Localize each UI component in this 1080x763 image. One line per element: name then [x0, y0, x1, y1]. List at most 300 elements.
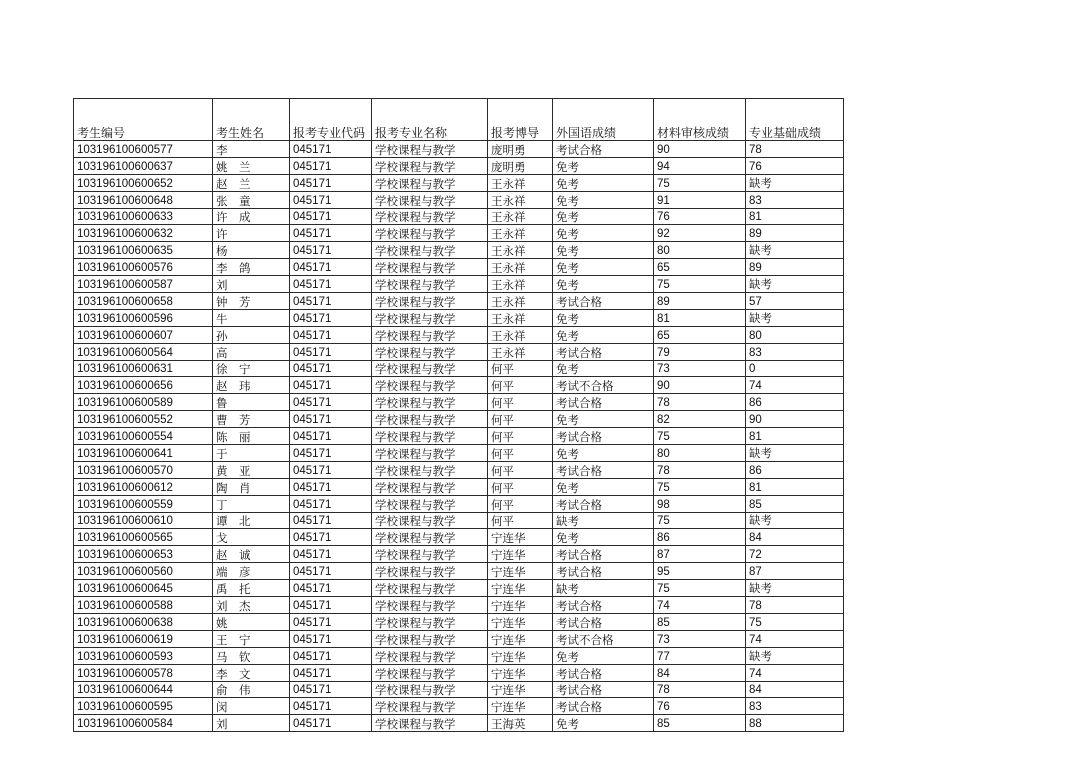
table-row — [74, 428, 844, 445]
cell-major-name: 学校课程与教学 — [372, 461, 488, 478]
cell-foreign-language: 考试合格 — [553, 428, 654, 445]
cell-professional-basic: 76 — [746, 157, 844, 174]
table-row — [74, 445, 844, 462]
cell-major-code: 045171 — [290, 242, 372, 259]
cell-major-name: 学校课程与教学 — [372, 174, 488, 191]
cell-major-code: 045171 — [290, 512, 372, 529]
cell-foreign-language: 免考 — [553, 715, 654, 732]
cell-candidate-id: 103196100600644 — [74, 681, 213, 698]
cell-candidate-name: 谭 北 — [213, 512, 290, 529]
cell-material-review: 81 — [654, 309, 746, 326]
table-row — [74, 394, 844, 411]
cell-professional-basic: 83 — [746, 191, 844, 208]
cell-material-review: 65 — [654, 326, 746, 343]
cell-supervisor: 王永祥 — [488, 174, 553, 191]
cell-foreign-language: 考试合格 — [553, 461, 654, 478]
cell-major-name: 学校课程与教学 — [372, 242, 488, 259]
cell-major-code: 045171 — [290, 681, 372, 698]
cell-major-name: 学校课程与教学 — [372, 529, 488, 546]
cell-major-name: 学校课程与教学 — [372, 259, 488, 276]
cell-candidate-id: 103196100600633 — [74, 208, 213, 225]
cell-foreign-language: 免考 — [553, 225, 654, 242]
cell-supervisor: 何平 — [488, 512, 553, 529]
cell-supervisor: 何平 — [488, 394, 553, 411]
cell-major-name: 学校课程与教学 — [372, 512, 488, 529]
cell-professional-basic: 86 — [746, 394, 844, 411]
cell-candidate-id: 103196100600652 — [74, 174, 213, 191]
cell-material-review: 80 — [654, 242, 746, 259]
cell-candidate-id: 103196100600552 — [74, 411, 213, 428]
score-sheet — [73, 98, 843, 732]
cell-professional-basic: 83 — [746, 698, 844, 715]
cell-major-code: 045171 — [290, 411, 372, 428]
cell-major-name: 学校课程与教学 — [372, 343, 488, 360]
cell-material-review: 75 — [654, 276, 746, 293]
cell-major-code: 045171 — [290, 225, 372, 242]
cell-material-review: 90 — [654, 377, 746, 394]
cell-supervisor: 宁连华 — [488, 529, 553, 546]
cell-material-review: 92 — [654, 225, 746, 242]
header-row — [74, 99, 844, 141]
table-row — [74, 630, 844, 647]
cell-candidate-id: 103196100600632 — [74, 225, 213, 242]
table-row — [74, 478, 844, 495]
cell-major-name: 学校课程与教学 — [372, 495, 488, 512]
cell-candidate-name: 许 — [213, 225, 290, 242]
cell-major-name: 学校课程与教学 — [372, 613, 488, 630]
cell-major-code: 045171 — [290, 647, 372, 664]
cell-candidate-id: 103196100600637 — [74, 157, 213, 174]
cell-major-code: 045171 — [290, 377, 372, 394]
header-cell-professional-basic: 专业基础成绩 — [746, 99, 844, 141]
cell-major-name: 学校课程与教学 — [372, 664, 488, 681]
cell-professional-basic: 87 — [746, 563, 844, 580]
cell-supervisor: 宁连华 — [488, 613, 553, 630]
table-row — [74, 259, 844, 276]
cell-material-review: 76 — [654, 208, 746, 225]
cell-candidate-name: 禹 托 — [213, 580, 290, 597]
cell-major-name: 学校课程与教学 — [372, 698, 488, 715]
cell-material-review: 76 — [654, 698, 746, 715]
cell-candidate-name: 钟 芳 — [213, 293, 290, 310]
cell-major-name: 学校课程与教学 — [372, 360, 488, 377]
cell-foreign-language: 考试不合格 — [553, 377, 654, 394]
cell-material-review: 75 — [654, 174, 746, 191]
cell-major-name: 学校课程与教学 — [372, 276, 488, 293]
cell-supervisor: 何平 — [488, 495, 553, 512]
cell-foreign-language: 考试合格 — [553, 613, 654, 630]
table-row — [74, 597, 844, 614]
cell-candidate-id: 103196100600564 — [74, 343, 213, 360]
cell-supervisor: 王永祥 — [488, 326, 553, 343]
cell-candidate-name: 黄 亚 — [213, 461, 290, 478]
cell-professional-basic: 缺考 — [746, 647, 844, 664]
cell-major-code: 045171 — [290, 597, 372, 614]
cell-foreign-language: 免考 — [553, 157, 654, 174]
cell-candidate-name: 刘 — [213, 715, 290, 732]
cell-material-review: 79 — [654, 343, 746, 360]
cell-supervisor: 何平 — [488, 461, 553, 478]
cell-material-review: 78 — [654, 461, 746, 478]
cell-candidate-name: 牛 — [213, 309, 290, 326]
cell-candidate-id: 103196100600610 — [74, 512, 213, 529]
cell-candidate-id: 103196100600641 — [74, 445, 213, 462]
cell-major-code: 045171 — [290, 293, 372, 310]
cell-professional-basic: 85 — [746, 495, 844, 512]
cell-foreign-language: 免考 — [553, 174, 654, 191]
cell-major-name: 学校课程与教学 — [372, 445, 488, 462]
cell-professional-basic: 0 — [746, 360, 844, 377]
cell-candidate-name: 于 — [213, 445, 290, 462]
cell-foreign-language: 免考 — [553, 326, 654, 343]
cell-major-code: 045171 — [290, 715, 372, 732]
cell-professional-basic: 缺考 — [746, 309, 844, 326]
cell-professional-basic: 74 — [746, 377, 844, 394]
cell-material-review: 85 — [654, 715, 746, 732]
table-row — [74, 157, 844, 174]
cell-candidate-id: 103196100600612 — [74, 478, 213, 495]
cell-material-review: 80 — [654, 445, 746, 462]
cell-supervisor: 王永祥 — [488, 242, 553, 259]
cell-material-review: 78 — [654, 394, 746, 411]
cell-supervisor: 宁连华 — [488, 647, 553, 664]
cell-supervisor: 宁连华 — [488, 563, 553, 580]
cell-major-name: 学校课程与教学 — [372, 157, 488, 174]
cell-major-code: 045171 — [290, 276, 372, 293]
cell-major-name: 学校课程与教学 — [372, 580, 488, 597]
cell-major-code: 045171 — [290, 630, 372, 647]
cell-supervisor: 宁连华 — [488, 630, 553, 647]
cell-foreign-language: 免考 — [553, 411, 654, 428]
cell-major-name: 学校课程与教学 — [372, 377, 488, 394]
cell-material-review: 90 — [654, 141, 746, 158]
cell-material-review: 73 — [654, 630, 746, 647]
table-row — [74, 563, 844, 580]
cell-major-name: 学校课程与教学 — [372, 681, 488, 698]
cell-major-name: 学校课程与教学 — [372, 208, 488, 225]
table-row — [74, 174, 844, 191]
cell-candidate-name: 闵 — [213, 698, 290, 715]
table-row — [74, 141, 844, 158]
cell-foreign-language: 考试合格 — [553, 664, 654, 681]
cell-professional-basic: 74 — [746, 664, 844, 681]
cell-foreign-language: 免考 — [553, 259, 654, 276]
cell-major-name: 学校课程与教学 — [372, 411, 488, 428]
cell-candidate-id: 103196100600596 — [74, 309, 213, 326]
cell-major-code: 045171 — [290, 309, 372, 326]
cell-major-name: 学校课程与教学 — [372, 191, 488, 208]
cell-foreign-language: 考试不合格 — [553, 630, 654, 647]
cell-supervisor: 何平 — [488, 445, 553, 462]
cell-candidate-id: 103196100600578 — [74, 664, 213, 681]
cell-supervisor: 王永祥 — [488, 343, 553, 360]
cell-major-code: 045171 — [290, 343, 372, 360]
cell-major-code: 045171 — [290, 698, 372, 715]
cell-candidate-name: 孙 — [213, 326, 290, 343]
cell-foreign-language: 免考 — [553, 478, 654, 495]
cell-candidate-id: 103196100600570 — [74, 461, 213, 478]
cell-candidate-name: 姚 兰 — [213, 157, 290, 174]
cell-supervisor: 庞明勇 — [488, 157, 553, 174]
cell-supervisor: 何平 — [488, 478, 553, 495]
cell-professional-basic: 88 — [746, 715, 844, 732]
header-cell-candidate-id: 考生编号 — [74, 99, 213, 141]
cell-major-code: 045171 — [290, 445, 372, 462]
cell-major-name: 学校课程与教学 — [372, 326, 488, 343]
cell-material-review: 91 — [654, 191, 746, 208]
cell-candidate-id: 103196100600645 — [74, 580, 213, 597]
cell-professional-basic: 72 — [746, 546, 844, 563]
cell-candidate-name: 张 童 — [213, 191, 290, 208]
cell-material-review: 95 — [654, 563, 746, 580]
cell-professional-basic: 81 — [746, 478, 844, 495]
cell-professional-basic: 80 — [746, 326, 844, 343]
header-cell-foreign-language: 外国语成绩 — [553, 99, 654, 141]
cell-professional-basic: 缺考 — [746, 276, 844, 293]
cell-material-review: 75 — [654, 428, 746, 445]
cell-candidate-id: 103196100600588 — [74, 597, 213, 614]
cell-professional-basic: 78 — [746, 597, 844, 614]
cell-professional-basic: 83 — [746, 343, 844, 360]
cell-foreign-language: 免考 — [553, 309, 654, 326]
cell-major-code: 045171 — [290, 580, 372, 597]
cell-supervisor: 王永祥 — [488, 225, 553, 242]
cell-foreign-language: 免考 — [553, 445, 654, 462]
table-row — [74, 377, 844, 394]
cell-foreign-language: 考试合格 — [553, 141, 654, 158]
cell-candidate-id: 103196100600607 — [74, 326, 213, 343]
cell-candidate-id: 103196100600560 — [74, 563, 213, 580]
table-row — [74, 647, 844, 664]
cell-major-code: 045171 — [290, 428, 372, 445]
cell-supervisor: 宁连华 — [488, 580, 553, 597]
cell-candidate-name: 李 鸽 — [213, 259, 290, 276]
cell-foreign-language: 考试合格 — [553, 698, 654, 715]
table-row — [74, 343, 844, 360]
cell-professional-basic: 89 — [746, 259, 844, 276]
cell-professional-basic: 81 — [746, 428, 844, 445]
header-cell-supervisor: 报考博导 — [488, 99, 553, 141]
cell-material-review: 75 — [654, 512, 746, 529]
cell-material-review: 73 — [654, 360, 746, 377]
cell-supervisor: 宁连华 — [488, 664, 553, 681]
cell-major-code: 045171 — [290, 326, 372, 343]
cell-professional-basic: 90 — [746, 411, 844, 428]
table-row — [74, 546, 844, 563]
cell-supervisor: 庞明勇 — [488, 141, 553, 158]
cell-candidate-name: 许 成 — [213, 208, 290, 225]
cell-candidate-name: 高 — [213, 343, 290, 360]
table-row — [74, 276, 844, 293]
cell-candidate-name: 曹 芳 — [213, 411, 290, 428]
cell-major-name: 学校课程与教学 — [372, 293, 488, 310]
cell-candidate-name: 陈 丽 — [213, 428, 290, 445]
cell-major-name: 学校课程与教学 — [372, 225, 488, 242]
cell-professional-basic: 74 — [746, 630, 844, 647]
cell-candidate-name: 李 文 — [213, 664, 290, 681]
cell-candidate-id: 103196100600595 — [74, 698, 213, 715]
cell-major-name: 学校课程与教学 — [372, 715, 488, 732]
cell-major-code: 045171 — [290, 546, 372, 563]
table-row — [74, 242, 844, 259]
cell-major-name: 学校课程与教学 — [372, 309, 488, 326]
cell-major-name: 学校课程与教学 — [372, 394, 488, 411]
cell-supervisor: 王永祥 — [488, 309, 553, 326]
cell-professional-basic: 84 — [746, 529, 844, 546]
cell-professional-basic: 缺考 — [746, 580, 844, 597]
table-row — [74, 613, 844, 630]
table-row — [74, 495, 844, 512]
table-row — [74, 512, 844, 529]
cell-foreign-language: 免考 — [553, 276, 654, 293]
cell-candidate-id: 103196100600554 — [74, 428, 213, 445]
cell-supervisor: 宁连华 — [488, 698, 553, 715]
cell-professional-basic: 缺考 — [746, 242, 844, 259]
cell-major-code: 045171 — [290, 259, 372, 276]
cell-foreign-language: 考试合格 — [553, 394, 654, 411]
cell-supervisor: 王永祥 — [488, 293, 553, 310]
cell-major-code: 045171 — [290, 613, 372, 630]
cell-major-code: 045171 — [290, 174, 372, 191]
cell-material-review: 89 — [654, 293, 746, 310]
cell-foreign-language: 免考 — [553, 360, 654, 377]
cell-candidate-name: 丁 — [213, 495, 290, 512]
cell-candidate-id: 103196100600648 — [74, 191, 213, 208]
cell-major-name: 学校课程与教学 — [372, 597, 488, 614]
header-cell-major-name: 报考专业名称 — [372, 99, 488, 141]
cell-supervisor: 何平 — [488, 411, 553, 428]
cell-supervisor: 何平 — [488, 360, 553, 377]
table-row — [74, 529, 844, 546]
cell-material-review: 86 — [654, 529, 746, 546]
cell-foreign-language: 考试合格 — [553, 563, 654, 580]
cell-material-review: 75 — [654, 580, 746, 597]
cell-candidate-id: 103196100600593 — [74, 647, 213, 664]
cell-major-code: 045171 — [290, 141, 372, 158]
header-cell-material-review: 材料审核成绩 — [654, 99, 746, 141]
cell-candidate-name: 赵 诚 — [213, 546, 290, 563]
cell-major-code: 045171 — [290, 664, 372, 681]
cell-foreign-language: 考试合格 — [553, 343, 654, 360]
cell-material-review: 94 — [654, 157, 746, 174]
cell-professional-basic: 75 — [746, 613, 844, 630]
cell-material-review: 78 — [654, 681, 746, 698]
table-row — [74, 360, 844, 377]
cell-candidate-name: 刘 — [213, 276, 290, 293]
cell-supervisor: 王永祥 — [488, 208, 553, 225]
cell-supervisor: 何平 — [488, 428, 553, 445]
cell-professional-basic: 86 — [746, 461, 844, 478]
cell-candidate-name: 鲁 — [213, 394, 290, 411]
cell-candidate-id: 103196100600653 — [74, 546, 213, 563]
cell-material-review: 87 — [654, 546, 746, 563]
cell-major-code: 045171 — [290, 461, 372, 478]
cell-candidate-id: 103196100600638 — [74, 613, 213, 630]
cell-major-name: 学校课程与教学 — [372, 141, 488, 158]
table-row — [74, 293, 844, 310]
table-row — [74, 208, 844, 225]
table-row — [74, 326, 844, 343]
cell-material-review: 85 — [654, 613, 746, 630]
cell-foreign-language: 免考 — [553, 191, 654, 208]
table-row — [74, 580, 844, 597]
cell-foreign-language: 考试合格 — [553, 293, 654, 310]
cell-major-code: 045171 — [290, 157, 372, 174]
cell-foreign-language: 缺考 — [553, 512, 654, 529]
cell-candidate-id: 103196100600658 — [74, 293, 213, 310]
cell-foreign-language: 免考 — [553, 529, 654, 546]
cell-supervisor: 宁连华 — [488, 546, 553, 563]
cell-supervisor: 何平 — [488, 377, 553, 394]
table-row — [74, 664, 844, 681]
cell-candidate-name: 端 彦 — [213, 563, 290, 580]
cell-foreign-language: 免考 — [553, 208, 654, 225]
cell-candidate-name: 赵 玮 — [213, 377, 290, 394]
cell-candidate-id: 103196100600635 — [74, 242, 213, 259]
cell-professional-basic: 57 — [746, 293, 844, 310]
cell-material-review: 65 — [654, 259, 746, 276]
cell-candidate-name: 马 钦 — [213, 647, 290, 664]
cell-candidate-id: 103196100600559 — [74, 495, 213, 512]
cell-supervisor: 王永祥 — [488, 191, 553, 208]
cell-material-review: 77 — [654, 647, 746, 664]
cell-major-code: 045171 — [290, 563, 372, 580]
cell-major-name: 学校课程与教学 — [372, 428, 488, 445]
table-row — [74, 681, 844, 698]
cell-candidate-name: 王 宁 — [213, 630, 290, 647]
cell-candidate-name: 李 — [213, 141, 290, 158]
cell-foreign-language: 免考 — [553, 242, 654, 259]
cell-major-code: 045171 — [290, 208, 372, 225]
cell-candidate-id: 103196100600589 — [74, 394, 213, 411]
cell-candidate-id: 103196100600576 — [74, 259, 213, 276]
score-table — [73, 98, 844, 732]
cell-major-code: 045171 — [290, 191, 372, 208]
cell-candidate-name: 刘 杰 — [213, 597, 290, 614]
cell-professional-basic: 缺考 — [746, 445, 844, 462]
cell-major-code: 045171 — [290, 360, 372, 377]
cell-material-review: 84 — [654, 664, 746, 681]
cell-major-name: 学校课程与教学 — [372, 478, 488, 495]
cell-candidate-id: 103196100600656 — [74, 377, 213, 394]
cell-major-name: 学校课程与教学 — [372, 630, 488, 647]
cell-candidate-name: 俞 伟 — [213, 681, 290, 698]
cell-candidate-name: 赵 兰 — [213, 174, 290, 191]
table-row — [74, 309, 844, 326]
cell-professional-basic: 89 — [746, 225, 844, 242]
cell-foreign-language: 缺考 — [553, 580, 654, 597]
table-row — [74, 191, 844, 208]
cell-candidate-id: 103196100600619 — [74, 630, 213, 647]
cell-professional-basic: 78 — [746, 141, 844, 158]
cell-supervisor: 宁连华 — [488, 681, 553, 698]
cell-foreign-language: 考试合格 — [553, 546, 654, 563]
cell-supervisor: 王永祥 — [488, 276, 553, 293]
cell-major-name: 学校课程与教学 — [372, 647, 488, 664]
cell-candidate-id: 103196100600565 — [74, 529, 213, 546]
cell-foreign-language: 考试合格 — [553, 597, 654, 614]
cell-material-review: 82 — [654, 411, 746, 428]
cell-supervisor: 王海英 — [488, 715, 553, 732]
cell-major-code: 045171 — [290, 394, 372, 411]
cell-foreign-language: 免考 — [553, 647, 654, 664]
cell-candidate-name: 徐 宁 — [213, 360, 290, 377]
cell-major-code: 045171 — [290, 495, 372, 512]
cell-candidate-name: 杨 — [213, 242, 290, 259]
cell-professional-basic: 缺考 — [746, 512, 844, 529]
cell-candidate-name: 陶 肖 — [213, 478, 290, 495]
table-row — [74, 715, 844, 732]
